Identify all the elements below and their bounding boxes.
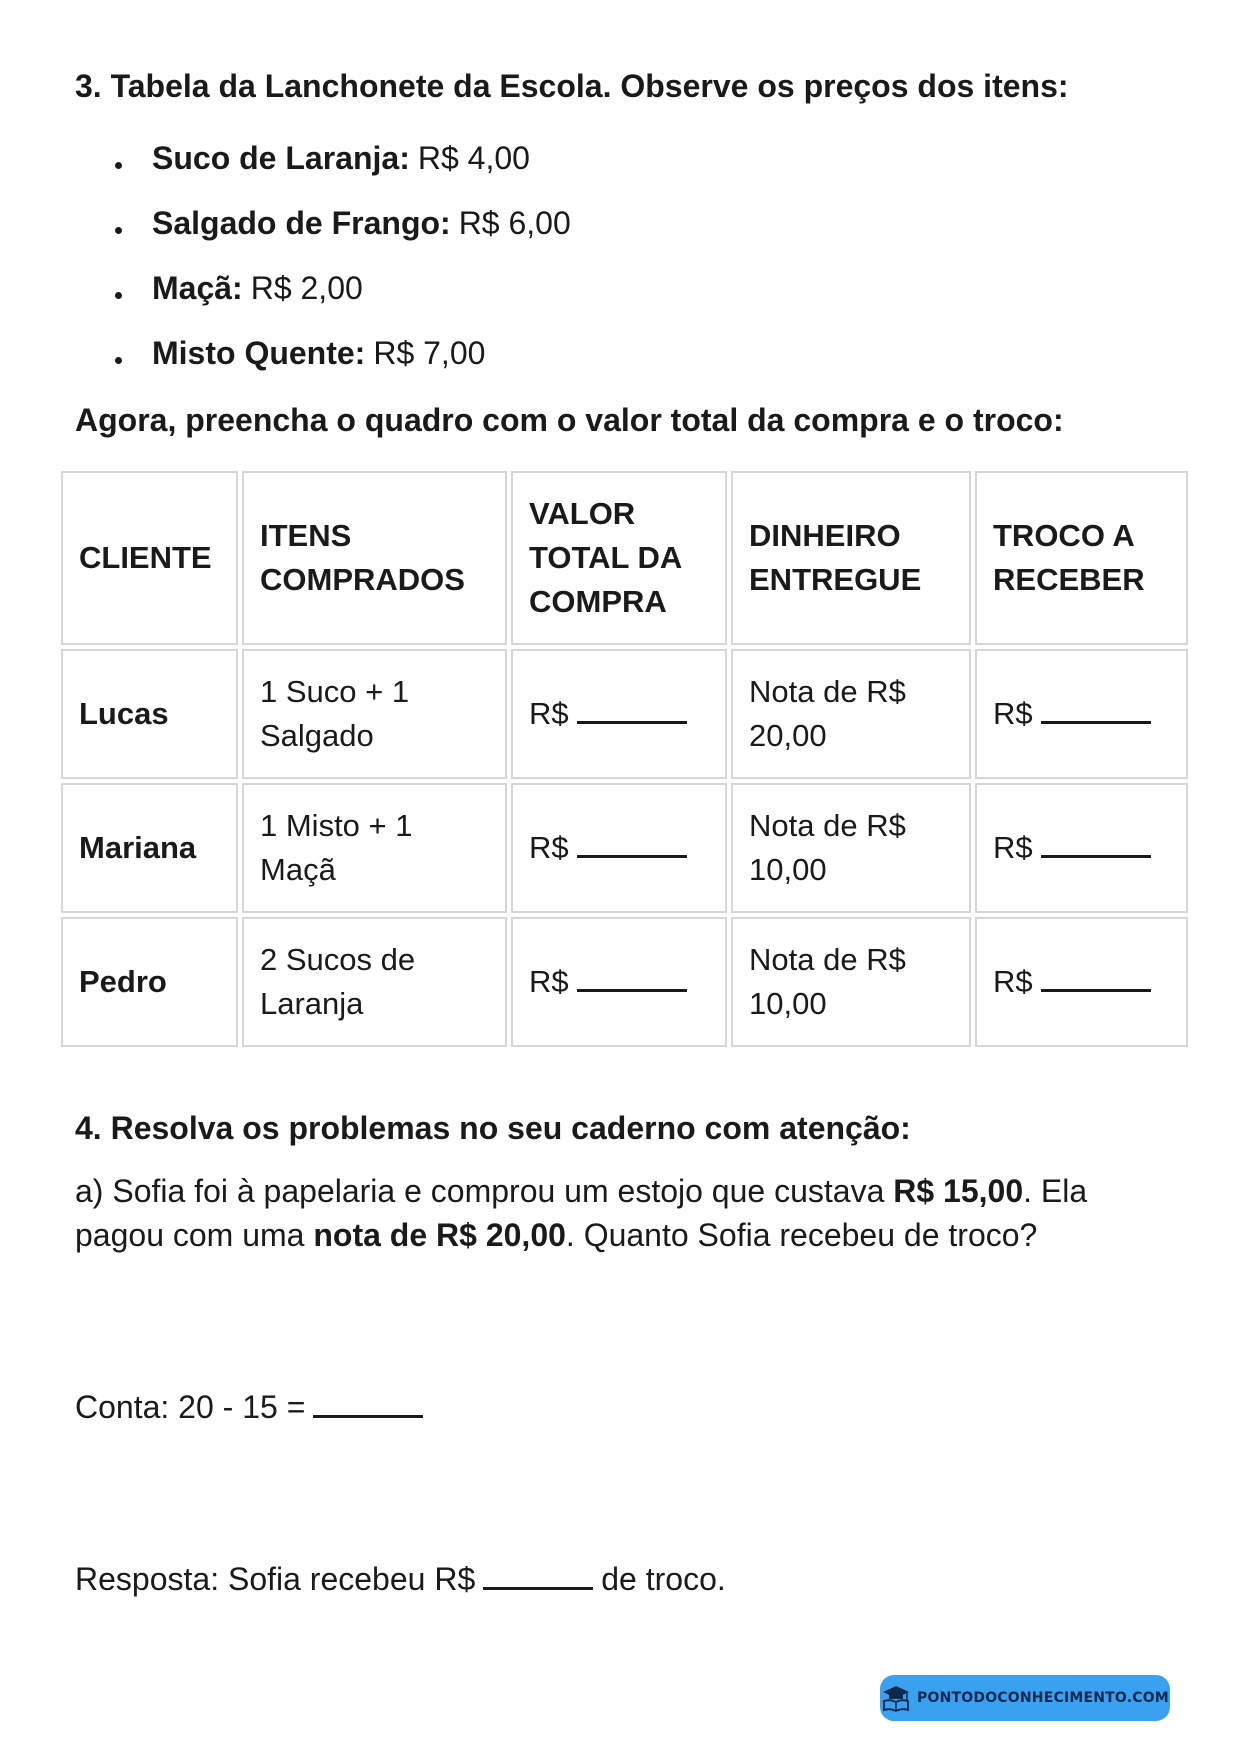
bullet-icon bbox=[115, 227, 122, 234]
header-cliente: CLIENTE bbox=[61, 471, 238, 645]
items-cell: 2 Sucos de Laranja bbox=[242, 917, 507, 1047]
graduation-book-icon bbox=[881, 1684, 911, 1712]
header-dinheiro: DINHEIRO ENTREGUE bbox=[731, 471, 971, 645]
problem-bold: R$ 15,00 bbox=[893, 1173, 1024, 1209]
price-item bbox=[75, 140, 571, 205]
change-cell[interactable] bbox=[975, 917, 1188, 1047]
resposta-blank[interactable] bbox=[483, 1561, 593, 1590]
price-item bbox=[75, 335, 571, 400]
answer-blank[interactable] bbox=[577, 963, 687, 992]
price-list bbox=[75, 140, 571, 400]
total-cell[interactable] bbox=[511, 917, 727, 1047]
currency-label: R$ bbox=[529, 830, 569, 865]
answer-blank[interactable] bbox=[1041, 963, 1151, 992]
client-cell: Pedro bbox=[61, 917, 238, 1047]
conta-line bbox=[75, 1385, 431, 1429]
header-valor-total: VALOR TOTAL DA COMPRA bbox=[511, 471, 727, 645]
conta-label: Conta: 20 - 15 = bbox=[75, 1389, 306, 1425]
answer-blank[interactable] bbox=[577, 829, 687, 858]
money-cell: Nota de R$ 20,00 bbox=[731, 649, 971, 779]
bullet-icon bbox=[115, 357, 122, 364]
money-cell: Nota de R$ 10,00 bbox=[731, 783, 971, 913]
item-price: R$ 6,00 bbox=[458, 205, 571, 241]
problem-bold: nota de R$ 20,00 bbox=[313, 1217, 566, 1253]
item-name: Salgado de Frango: bbox=[152, 205, 451, 241]
items-cell: 1 Suco + 1 Salgado bbox=[242, 649, 507, 779]
currency-label: R$ bbox=[993, 964, 1033, 999]
items-cell: 1 Misto + 1 Maçã bbox=[242, 783, 507, 913]
client-cell: Lucas bbox=[61, 649, 238, 779]
currency-label: R$ bbox=[529, 696, 569, 731]
item-price: R$ 2,00 bbox=[250, 270, 363, 306]
answer-blank[interactable] bbox=[1041, 695, 1151, 724]
table-row bbox=[61, 649, 1188, 779]
bullet-icon bbox=[115, 162, 122, 169]
total-cell[interactable] bbox=[511, 783, 727, 913]
item-name: Misto Quente: bbox=[152, 335, 366, 371]
logo-text: PONTODOCONHECIMENTO.COM bbox=[917, 1690, 1169, 1706]
money-cell: Nota de R$ 10,00 bbox=[731, 917, 971, 1047]
resposta-line bbox=[75, 1557, 726, 1601]
client-cell: Mariana bbox=[61, 783, 238, 913]
table-row bbox=[61, 917, 1188, 1047]
resposta-label: Resposta: Sofia recebeu R$ bbox=[75, 1561, 476, 1597]
currency-label: R$ bbox=[529, 964, 569, 999]
q3-title: 3. Tabela da Lanchonete da Escola. Observe os preços dos itens: bbox=[75, 68, 1069, 104]
answer-blank[interactable] bbox=[577, 695, 687, 724]
item-price: R$ 7,00 bbox=[373, 335, 486, 371]
item-name: Maçã: bbox=[152, 270, 243, 306]
price-item bbox=[75, 270, 571, 335]
item-name: Suco de Laranja: bbox=[152, 140, 410, 176]
currency-label: R$ bbox=[993, 696, 1033, 731]
site-logo[interactable] bbox=[880, 1675, 1170, 1721]
problem-text: . Ela bbox=[1023, 1173, 1088, 1209]
problem-text: pagou com uma bbox=[75, 1217, 314, 1253]
answer-blank[interactable] bbox=[1041, 829, 1151, 858]
total-cell[interactable] bbox=[511, 649, 727, 779]
currency-label: R$ bbox=[993, 830, 1033, 865]
table-header-row bbox=[61, 471, 1188, 645]
bullet-icon bbox=[115, 292, 122, 299]
change-cell[interactable] bbox=[975, 783, 1188, 913]
q3-instruction: Agora, preencha o quadro com o valor total da compra e o troco: bbox=[75, 402, 1064, 438]
problem-text: a) Sofia foi à papelaria e comprou um estojo que custava bbox=[75, 1173, 894, 1209]
problem-text: . Quanto Sofia recebeu de troco? bbox=[565, 1217, 1038, 1253]
table-row bbox=[61, 783, 1188, 913]
problem-a-line1 bbox=[75, 1169, 1087, 1213]
problem-a-line2 bbox=[75, 1213, 1037, 1257]
header-itens: ITENS COMPRADOS bbox=[242, 471, 507, 645]
purchase-table bbox=[57, 467, 1192, 1051]
price-item bbox=[75, 205, 571, 270]
change-cell[interactable] bbox=[975, 649, 1188, 779]
resposta-suffix: de troco. bbox=[601, 1561, 726, 1597]
conta-blank[interactable] bbox=[313, 1389, 423, 1418]
q4-title: 4. Resolva os problemas no seu caderno com atenção: bbox=[75, 1110, 911, 1146]
header-troco: TROCO A RECEBER bbox=[975, 471, 1188, 645]
item-price: R$ 4,00 bbox=[417, 140, 530, 176]
